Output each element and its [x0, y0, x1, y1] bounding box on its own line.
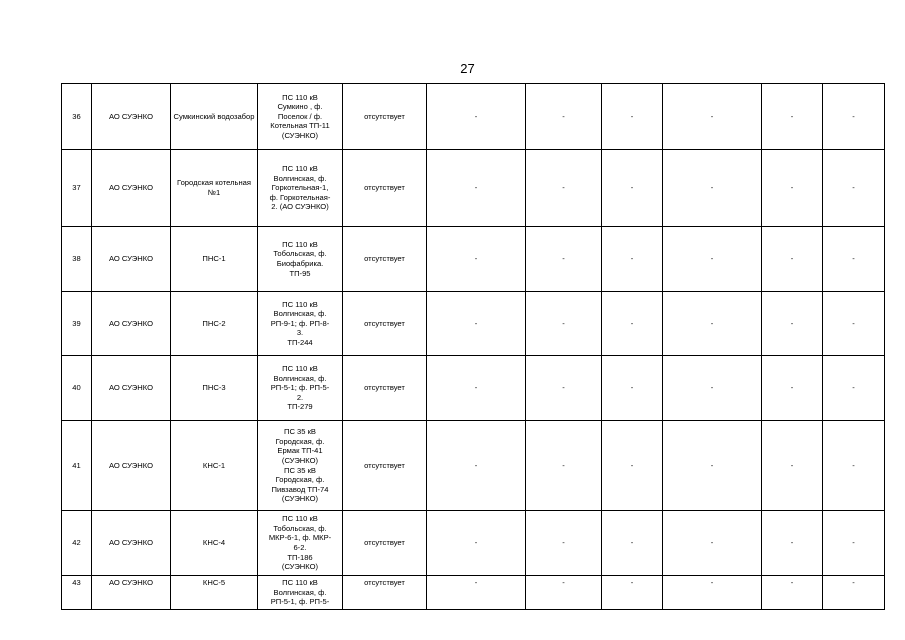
row-number-cell: 41 [62, 421, 92, 511]
object-name-cell: КНС-1 [171, 421, 258, 511]
value-cell: - [762, 227, 823, 292]
row-number-cell: 42 [62, 511, 92, 576]
table-row [62, 576, 885, 610]
value-cell: - [663, 84, 762, 150]
object-name-cell: КНС-5 [171, 576, 258, 610]
organization-cell: АО СУЭНКО [92, 84, 171, 150]
value-cell: - [602, 421, 663, 511]
row-number-cell: 40 [62, 356, 92, 421]
value-cell: - [663, 227, 762, 292]
row-number-cell: 38 [62, 227, 92, 292]
organization-cell: АО СУЭНКО [92, 511, 171, 576]
organization-cell: АО СУЭНКО [92, 576, 171, 610]
value-cell: - [762, 421, 823, 511]
object-name-cell: ПНС-2 [171, 292, 258, 356]
value-cell: - [823, 150, 885, 227]
power-feed-cell: ПС 110 кВ Волгинская, ф. Горкотельная-1, ф. Горкотельная- 2. (АО СУЭНКО) [258, 150, 343, 227]
table-row [62, 150, 885, 227]
value-cell: - [823, 356, 885, 421]
power-feed-cell: ПС 110 кВ Тобольская, ф. Биофабрика. ТП-95 [258, 227, 343, 292]
status-cell: отсутствует [343, 150, 427, 227]
table-row [62, 84, 885, 150]
value-cell: - [526, 150, 602, 227]
value-cell: - [602, 227, 663, 292]
table-body [62, 84, 885, 610]
row-number-cell: 43 [62, 576, 92, 610]
value-cell: - [823, 227, 885, 292]
value-cell: - [602, 356, 663, 421]
status-cell: отсутствует [343, 84, 427, 150]
object-name-cell: Сумкинский водозабор [171, 84, 258, 150]
value-cell: - [427, 421, 526, 511]
value-cell: - [823, 576, 885, 610]
value-cell: - [762, 356, 823, 421]
value-cell: - [762, 576, 823, 610]
value-cell: - [526, 576, 602, 610]
document-table [61, 83, 885, 610]
value-cell: - [427, 84, 526, 150]
table-row [62, 356, 885, 421]
value-cell: - [427, 227, 526, 292]
value-cell: - [526, 227, 602, 292]
value-cell: - [823, 421, 885, 511]
organization-cell: АО СУЭНКО [92, 356, 171, 421]
value-cell: - [823, 292, 885, 356]
row-number-cell: 39 [62, 292, 92, 356]
value-cell: - [526, 511, 602, 576]
power-feed-cell: ПС 110 кВ Волгинская, ф. РП-9-1; ф. РП-8- 3. ТП-244 [258, 292, 343, 356]
organization-cell: АО СУЭНКО [92, 150, 171, 227]
value-cell: - [526, 421, 602, 511]
value-cell: - [427, 292, 526, 356]
value-cell: - [427, 356, 526, 421]
status-cell: отсутствует [343, 511, 427, 576]
organization-cell: АО СУЭНКО [92, 227, 171, 292]
power-feed-cell: ПС 110 кВ Волгинская, ф. РП-5-1, ф. РП-5- [258, 576, 343, 610]
object-name-cell: КНС-4 [171, 511, 258, 576]
status-cell: отсутствует [343, 356, 427, 421]
value-cell: - [427, 150, 526, 227]
value-cell: - [762, 292, 823, 356]
value-cell: - [823, 84, 885, 150]
row-number-cell: 36 [62, 84, 92, 150]
table-row [62, 421, 885, 511]
value-cell: - [602, 150, 663, 227]
value-cell: - [663, 292, 762, 356]
value-cell: - [602, 576, 663, 610]
row-number-cell: 37 [62, 150, 92, 227]
power-feed-cell: ПС 110 кВ Тобольская, ф. МКР-6-1, ф. МКР- 6-2. ТП-186 (СУЭНКО) [258, 511, 343, 576]
status-cell: отсутствует [343, 576, 427, 610]
value-cell: - [762, 150, 823, 227]
value-cell: - [762, 511, 823, 576]
status-cell: отсутствует [343, 421, 427, 511]
organization-cell: АО СУЭНКО [92, 292, 171, 356]
object-name-cell: ПНС-3 [171, 356, 258, 421]
power-feed-cell: ПС 110 кВ Сумкино , ф. Поселок / ф. Котельная ТП-11 (СУЭНКО) [258, 84, 343, 150]
value-cell: - [663, 511, 762, 576]
value-cell: - [602, 511, 663, 576]
value-cell: - [526, 84, 602, 150]
value-cell: - [526, 292, 602, 356]
value-cell: - [663, 421, 762, 511]
value-cell: - [602, 84, 663, 150]
status-cell: отсутствует [343, 292, 427, 356]
value-cell: - [663, 576, 762, 610]
object-name-cell: Городская котельная №1 [171, 150, 258, 227]
value-cell: - [663, 356, 762, 421]
page-number: 27 [460, 61, 475, 76]
organization-cell: АО СУЭНКО [92, 421, 171, 511]
power-feed-cell: ПС 35 кВ Городская, ф. Ермак ТП-41 (СУЭНКО) ПС 35 кВ Городская, ф. Пивзавод ТП-74 (СУЭНКО) [258, 421, 343, 511]
value-cell: - [526, 356, 602, 421]
value-cell: - [823, 511, 885, 576]
power-feed-cell: ПС 110 кВ Волгинская, ф. РП-5-1; ф. РП-5- 2. ТП-279 [258, 356, 343, 421]
value-cell: - [427, 511, 526, 576]
value-cell: - [427, 576, 526, 610]
table-row [62, 292, 885, 356]
table-row [62, 227, 885, 292]
status-cell: отсутствует [343, 227, 427, 292]
value-cell: - [602, 292, 663, 356]
value-cell: - [663, 150, 762, 227]
value-cell: - [762, 84, 823, 150]
object-name-cell: ПНС-1 [171, 227, 258, 292]
table-row [62, 511, 885, 576]
